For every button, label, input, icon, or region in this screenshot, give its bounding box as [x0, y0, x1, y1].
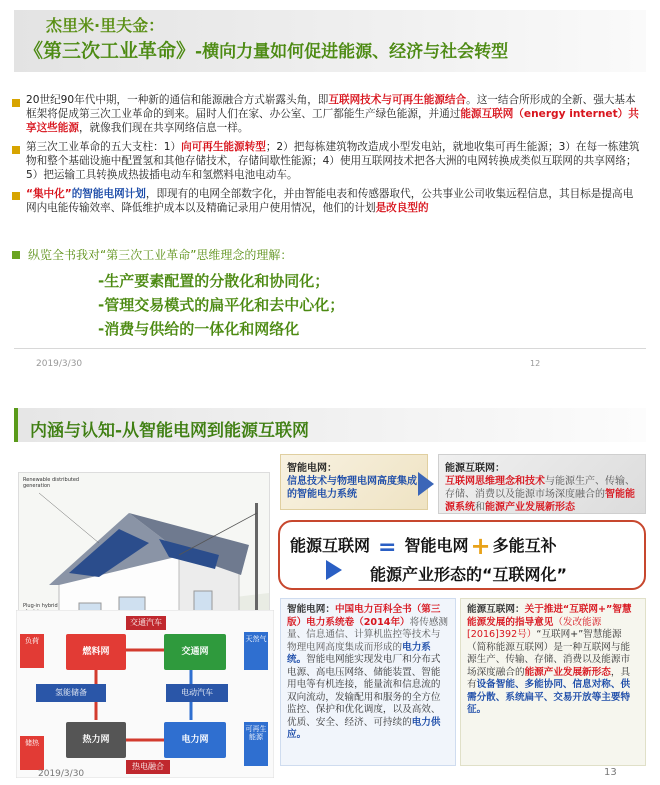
source-text: 关于推进“互联网+”智慧能源发展的指导意见 [467, 604, 632, 628]
slide-title: 内涵与认知-从智能电网到能源互联网 [30, 421, 310, 441]
transport-label: 交通汽车 [126, 616, 166, 630]
slide-page-13 [0, 392, 660, 785]
caption-plugin-car: Plug-in hybrid [23, 603, 58, 609]
box-label: 能源互联网： [445, 463, 505, 474]
storage-label: 储热 [20, 736, 44, 770]
page-number: 13 [604, 767, 617, 778]
equation-term: 多能互补 [492, 536, 557, 555]
gas-label: 天然气 [244, 632, 268, 670]
slide-title [24, 36, 508, 63]
highlight-text: 向可再生能源转型 [181, 141, 266, 153]
caption-renewable: Renewable distributed generation [23, 477, 80, 489]
slide-date: 2019/3/30 [36, 359, 83, 369]
highlight-text: 电力供应。 [287, 716, 441, 740]
text: 信息技术与物理电网高度集成的 [287, 476, 417, 500]
smart-grid-definition-box [280, 454, 428, 510]
text: 能源产业发展新形态 [485, 502, 575, 513]
text: 智能能源系统 [445, 489, 635, 513]
text: ，即现有的电网全部数字化，并由智能电表和传感器取代，公共事业公司收集远程信息，其目标是提高电网内电能传输效率、降低维护成本以及精确记录用户使用情况，他们的计划 [26, 188, 634, 214]
equation-term: 智能电网 [404, 536, 469, 555]
text: 和 [475, 502, 485, 513]
bullet-icon [12, 99, 20, 107]
highlight-text: 能源产业发展新形态 [524, 666, 611, 678]
highlight-text: 设备智能、多能协同、信息对称、供需分散、系统扁平、交易开放等主要特征。 [467, 679, 631, 715]
equation-term: 能源互联网 [290, 536, 371, 555]
text: 互联网思维理念和技术 [445, 476, 545, 487]
book-title: 《第三次工业革命》 [24, 40, 196, 62]
equation-box [278, 520, 646, 590]
load-label: 负荷 [20, 634, 44, 668]
paragraph-3 [26, 187, 640, 215]
energy-internet-definition-box [438, 454, 646, 514]
highlight-text: 是改良型的 [375, 202, 429, 214]
highlight-text: 电力系统。 [287, 641, 431, 665]
text: ，就像我们现在共享网络信息一样。 [78, 122, 249, 134]
right-arrow-icon [418, 472, 434, 496]
energy-internet-policy-box [460, 598, 646, 766]
highlight-text: 的智能电网计划 [71, 188, 146, 200]
bullet-icon [12, 146, 20, 154]
text: 与能源生产、传输、存储、消费以及能源市场深度融合的 [445, 476, 635, 500]
box-label: 智能电网： [287, 463, 337, 474]
page-number: 12 [530, 359, 541, 368]
heat-network-node: 热力网 [66, 722, 126, 758]
summary-intro: 纵览全书我对“第三次工业革命”思维理念的理解： [28, 248, 293, 262]
paragraph-2 [26, 140, 640, 182]
equals-icon: = [378, 535, 397, 560]
equation-result: 能源产业形态的“互联网化” [370, 565, 568, 584]
summary-point: -消费与供给的一体化和网络化 [98, 320, 300, 338]
divider [14, 348, 646, 349]
box-label: 智能电网： [287, 604, 335, 615]
bullet-icon [12, 251, 20, 259]
right-arrow-icon [326, 560, 342, 580]
paragraph-1 [26, 93, 640, 135]
text: 智能电网能实现发电厂和分布式电源、高电压网络、储能装置、智能用电等有机连接，能量流和信息流的双向流动，发输配用和服务的全方位监控、保护和优化调度，以及高效、优质、安全、经济、可持续的 [287, 654, 441, 728]
slide-page-12 [0, 0, 660, 375]
ev-bar: 电动汽车 [166, 684, 228, 702]
text: “互联网+”智慧能源（简称能源互联网）是一种互联网与能源生产、传输、存储、消费以及能源市场深度融合的 [467, 629, 631, 678]
bullet-icon [12, 192, 20, 200]
highlight-text: 互联网技术与可再生能源结合 [328, 94, 467, 106]
text: 。这一结合所形成的全新、强大基本框架将促成第三次工业革命的到来。届时人们在家、办公室、工厂都能生产绿色能源，并通过 [26, 94, 636, 120]
text: 将传感测量、信息通信、计算机监控等技术与物理电网高度集成而形成的 [287, 616, 449, 653]
box-text [461, 599, 645, 722]
text: ；2）把每栋建筑物改造成小型发电站，就地收集可再生能源；3）在每一栋建筑物和整个基础设施中配置氢和其他存储技术，存储间歇性能源；4）使用互联网技术把各大洲的电网转换成类似互联网的共享网络；5）把运输工具转换成热拔插电动车和氢燃料电池电动车。 [26, 141, 640, 181]
box-text [281, 599, 455, 747]
fuel-network-node: 燃料网 [66, 634, 126, 670]
plus-icon: + [470, 532, 491, 560]
smart-grid-encyclopedia-box [280, 598, 456, 766]
power-network-node: 电力网 [164, 722, 226, 758]
multi-energy-network-diagram [16, 610, 274, 778]
hydrogen-bar: 氢能储备 [36, 684, 106, 702]
document-number: （发改能源[2016]392号） [467, 616, 602, 640]
summary-point: -管理交易模式的扁平化和去中心化； [98, 296, 345, 314]
box-body [287, 475, 421, 501]
highlight-text: 能源互联网（energy internet）共享这些能源 [26, 108, 639, 134]
text: 20世纪90年代中期，一种新的通信和能源融合方式崭露头角，即 [26, 94, 329, 106]
heat-fuse-label: 热电融合 [126, 760, 170, 774]
title-subtitle: -横向力量如何促进能源、经济与社会转型 [195, 42, 509, 62]
renewable-label: 可再生能源 [244, 722, 268, 766]
text: ，具有 [467, 666, 631, 690]
slide-date: 2019/3/30 [38, 769, 85, 779]
text: 智能电力系统 [297, 489, 357, 500]
box-body [445, 475, 639, 514]
text: 第三次工业革命的五大支柱：1） [26, 141, 182, 153]
author-name: 杰里米·里夫金： [46, 16, 165, 35]
equation-row [290, 532, 557, 560]
box-label: 能源互联网： [467, 604, 525, 615]
traffic-network-node: 交通网 [164, 634, 226, 670]
summary-point: -生产要素配置的分散化和协同化； [98, 272, 330, 290]
source-text: 中国电力百科全书（第三版）电力系统卷（2014年） [287, 604, 441, 628]
highlight-text: “集中化” [26, 188, 72, 200]
